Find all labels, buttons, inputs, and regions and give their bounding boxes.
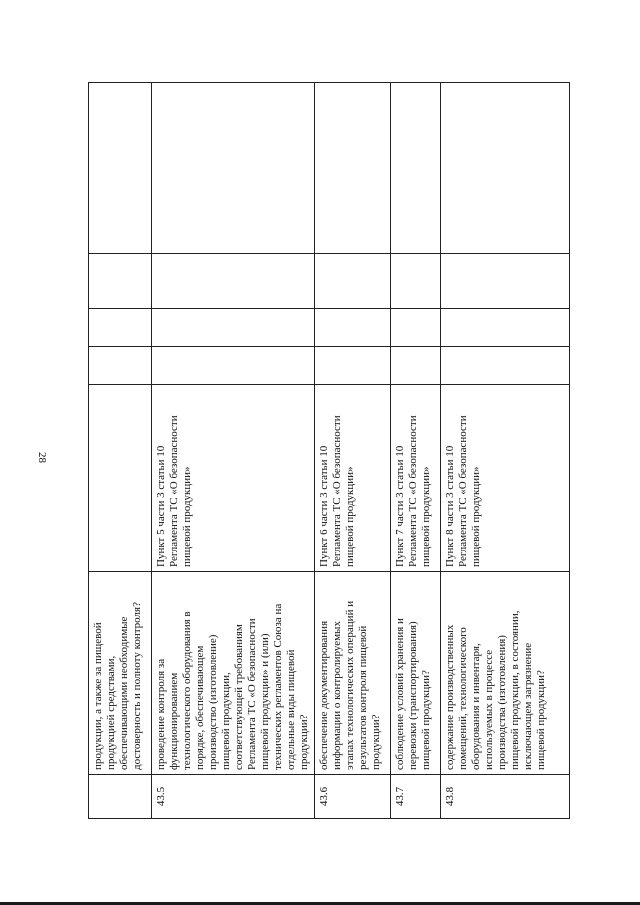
table-row bbox=[391, 83, 441, 819]
question-cell: обеспечение документирования информации о контролируемых этапах технологических операций и результатов контроля пищевой продукции? bbox=[315, 572, 391, 775]
answer-na-cell bbox=[315, 254, 391, 309]
question-cell: проведение контроля за функционированием технологического оборудования в порядке, обеспечивающем производство (изготовление) пищевой продукции, соответствующей требованиям Регламента ТС «О безопасности пищевой продукции» и (или) технических регламентов Союза на отдельные виды пищевой продукции? bbox=[152, 572, 315, 775]
answer-no-cell bbox=[315, 309, 391, 347]
row-number-cell: 43.7 bbox=[391, 775, 441, 819]
reference-cell bbox=[89, 385, 152, 572]
row-number-cell bbox=[89, 775, 152, 819]
row-number-cell: 43.6 bbox=[315, 775, 391, 819]
note-cell bbox=[89, 83, 152, 254]
answer-yes-cell bbox=[391, 347, 441, 385]
row-number-cell: 43.8 bbox=[441, 775, 570, 819]
table-row bbox=[315, 83, 391, 819]
answer-no-cell bbox=[441, 309, 570, 347]
table-row bbox=[441, 83, 570, 819]
row-number-cell: 43.5 bbox=[152, 775, 315, 819]
answer-na-cell bbox=[391, 254, 441, 309]
page-number: 28 bbox=[36, 452, 48, 463]
answer-yes-cell bbox=[89, 347, 152, 385]
rotated-page-content bbox=[88, 83, 568, 819]
reference-cell: Пункт 5 части 3 статьи 10 Регламента ТС «О безопасности пищевой продукции» bbox=[152, 385, 315, 572]
reference-cell: Пункт 7 части 3 статьи 10 Регламента ТС «О безопасности пищевой продукции» bbox=[391, 385, 441, 572]
answer-no-cell bbox=[391, 309, 441, 347]
note-cell bbox=[391, 83, 441, 254]
answer-no-cell bbox=[152, 309, 315, 347]
note-cell bbox=[152, 83, 315, 254]
answer-na-cell bbox=[441, 254, 570, 309]
question-cell: продукции, а также за пищевой продукцией средствами, обеспечивающими необходимые достоверность и полноту контроля? bbox=[89, 572, 152, 775]
note-cell bbox=[441, 83, 570, 254]
checklist-table bbox=[88, 82, 570, 819]
answer-yes-cell bbox=[152, 347, 315, 385]
answer-na-cell bbox=[89, 254, 152, 309]
table-row bbox=[89, 83, 152, 819]
answer-no-cell bbox=[89, 309, 152, 347]
note-cell bbox=[315, 83, 391, 254]
answer-yes-cell bbox=[441, 347, 570, 385]
reference-cell: Пункт 8 части 3 статьи 10 Регламента ТС «О безопасности пищевой продукции» bbox=[441, 385, 570, 572]
question-cell: соблюдение условий хранения и перевозки (транспортирования) пищевой продукции? bbox=[391, 572, 441, 775]
reference-cell: Пункт 6 части 3 статьи 10 Регламента ТС «О безопасности пищевой продукции» bbox=[315, 385, 391, 572]
answer-yes-cell bbox=[315, 347, 391, 385]
question-cell: содержание производственных помещений, технологического оборудования и инвентаря, используемых в процессе производства (изготовления) пищевой продукции, в состоянии, исключающем загрязнение пищевой продукции? bbox=[441, 572, 570, 775]
table-row bbox=[152, 83, 315, 819]
answer-na-cell bbox=[152, 254, 315, 309]
